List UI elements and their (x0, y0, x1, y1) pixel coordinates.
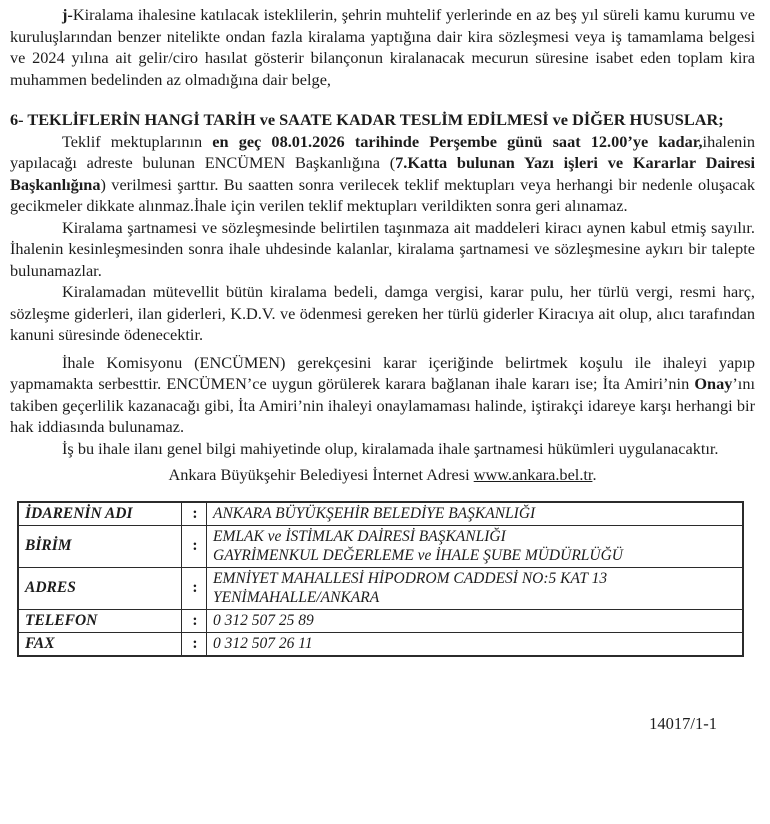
row-value (207, 632, 744, 656)
colon-separator: : (182, 632, 207, 656)
row-value (207, 609, 744, 632)
colon-separator: : (182, 609, 207, 632)
table-row-telefon (18, 609, 743, 632)
value-line: EMLAK ve İSTİMLAK DAİRESİ BAŞKANLIĞI (213, 527, 506, 545)
paragraph-teklif-deadline (10, 131, 755, 217)
table-row-adres (18, 567, 743, 609)
value-line: 0 312 507 26 11 (213, 634, 313, 652)
colon-separator: : (182, 525, 207, 567)
table-row-idarenin-adi (18, 502, 743, 526)
row-label: FAX (18, 632, 182, 656)
text-run: Kiralama ihalesine katılacak isteklilerin, şehrin muhtelif yerlerinde en az beş yıl süreli kamu kurumu ve kuruluşlarından benzer nitelikte ondan fazla kiralama yaptığına dair kira sözleşmesi veya iş tamamlama belgesi ve 2024 yılına ait gelir/ciro hasılat gösterir bilançonun kiralanacak mecurun süresine isabet eden toplam kira muhammen bedelinden az olmadığına dair belge, (10, 5, 755, 89)
colon-separator: : (182, 567, 207, 609)
row-value (207, 502, 744, 526)
paragraph-komisyon-onay (10, 352, 755, 438)
table-row-fax (18, 632, 743, 656)
text-run: ’ını takiben geçerlilik kazanacağı gibi, İta Amiri’nin ihaleyi onaylamaması halinde, iştirakçi idareye karşı herhangi bir hak iddiasında bulunamaz. (10, 374, 755, 436)
paragraph-giderler: Kiralamadan mütevellit bütün kiralama bedeli, damga vergisi, karar pulu, her türlü vergi, resmi harç, sözleşme giderleri, ilan giderleri, K.D.V. ve ödenmesi gereken her türlü giderler Kiracıya ait olup, alıcı tarafından kanuni süresinde ödenecektir. (10, 282, 755, 344)
value-line: 0 312 507 25 89 (213, 611, 314, 629)
paragraph-ihale-ilani: İş bu ihale ilanı genel bilgi mahiyetinde olup, kiralamada ihale şartnamesi hükümleri uygulanacaktır. (62, 438, 719, 458)
table-row-birim (18, 525, 743, 567)
text-run: j- (62, 5, 73, 24)
value-line: GAYRİMENKUL DEĞERLEME ve İHALE ŞUBE MÜDÜRLÜĞÜ (213, 546, 623, 564)
text-run: ) verilmesi şarttır. Bu saatten sonra verilecek teklif mektupları veya herhangi bir nedenle oluşacak gecikmeler dikkate alınmaz.İhale için verilen teklif mektupları verildikten sonra geri alınamaz. (10, 174, 755, 215)
internet-address-line (10, 464, 755, 486)
row-label: İDARENİN ADI (18, 502, 182, 526)
row-label: BİRİM (18, 525, 182, 567)
text-run: Ankara Büyükşehir Belediyesi İnternet Adresi (168, 465, 474, 484)
value-line: ANKARA BÜYÜKŞEHİR BELEDİYE BAŞKANLIĞI (213, 504, 536, 522)
section-6-heading: 6- TEKLİFLERİN HANGİ TARİH ve SAATE KADAR TESLİM EDİLMESİ ve DİĞER HUSUSLAR; (10, 110, 724, 129)
value-line: YENİMAHALLE/ANKARA (213, 588, 380, 606)
row-label: ADRES (18, 567, 182, 609)
page-code: 14017/1-1 (649, 713, 717, 733)
colon-separator: : (182, 502, 207, 526)
row-label: TELEFON (18, 609, 182, 632)
paragraph-j (10, 4, 755, 90)
text-run: en geç 08.01.2026 tarihinde Perşembe günü saat 12.00’ye kadar, (212, 131, 703, 151)
text-run: 7.Katta bulunan Yazı işleri ve Kararlar Dairesi Başkanlığına (10, 153, 756, 194)
value-line: EMNİYET MAHALLESİ HİPODROM CADDESİ NO:5 KAT 13 (213, 569, 608, 587)
info-table (17, 501, 744, 657)
text-run: İhale Komisyonu (ENCÜMEN) gerekçesini karar içeriğinde belirtmek koşulu ile ihaleyi yapıp yapmamakta serbesttir. ENCÜMEN’ce uygun görülerek karara bağlanan ihale kararı ise; İta Amiri’nin (10, 352, 755, 393)
text-run: . (592, 465, 597, 484)
row-value (207, 567, 744, 609)
text-run: Teklif mektuplarının (62, 131, 213, 151)
text-run: Onay (694, 374, 733, 393)
row-value (207, 525, 744, 567)
text-run: ihalenin yapılacağı adreste bulunan ENCÜMEN Başkanlığına ( (10, 131, 755, 172)
paragraph-sartname-kabul: Kiralama şartnamesi ve sözleşmesinde belirtilen taşınmaza ait maddeleri kiracı aynen kabul etmiş sayılır. İhalenin kesinleşmesinden sonra ihale uhdesinde kalanlar, kiralama şartnamesi ve sözleşmesine aykırı bir talepte bulunamazlar. (10, 217, 755, 280)
website-url[interactable]: www.ankara.bel.tr (473, 465, 593, 484)
